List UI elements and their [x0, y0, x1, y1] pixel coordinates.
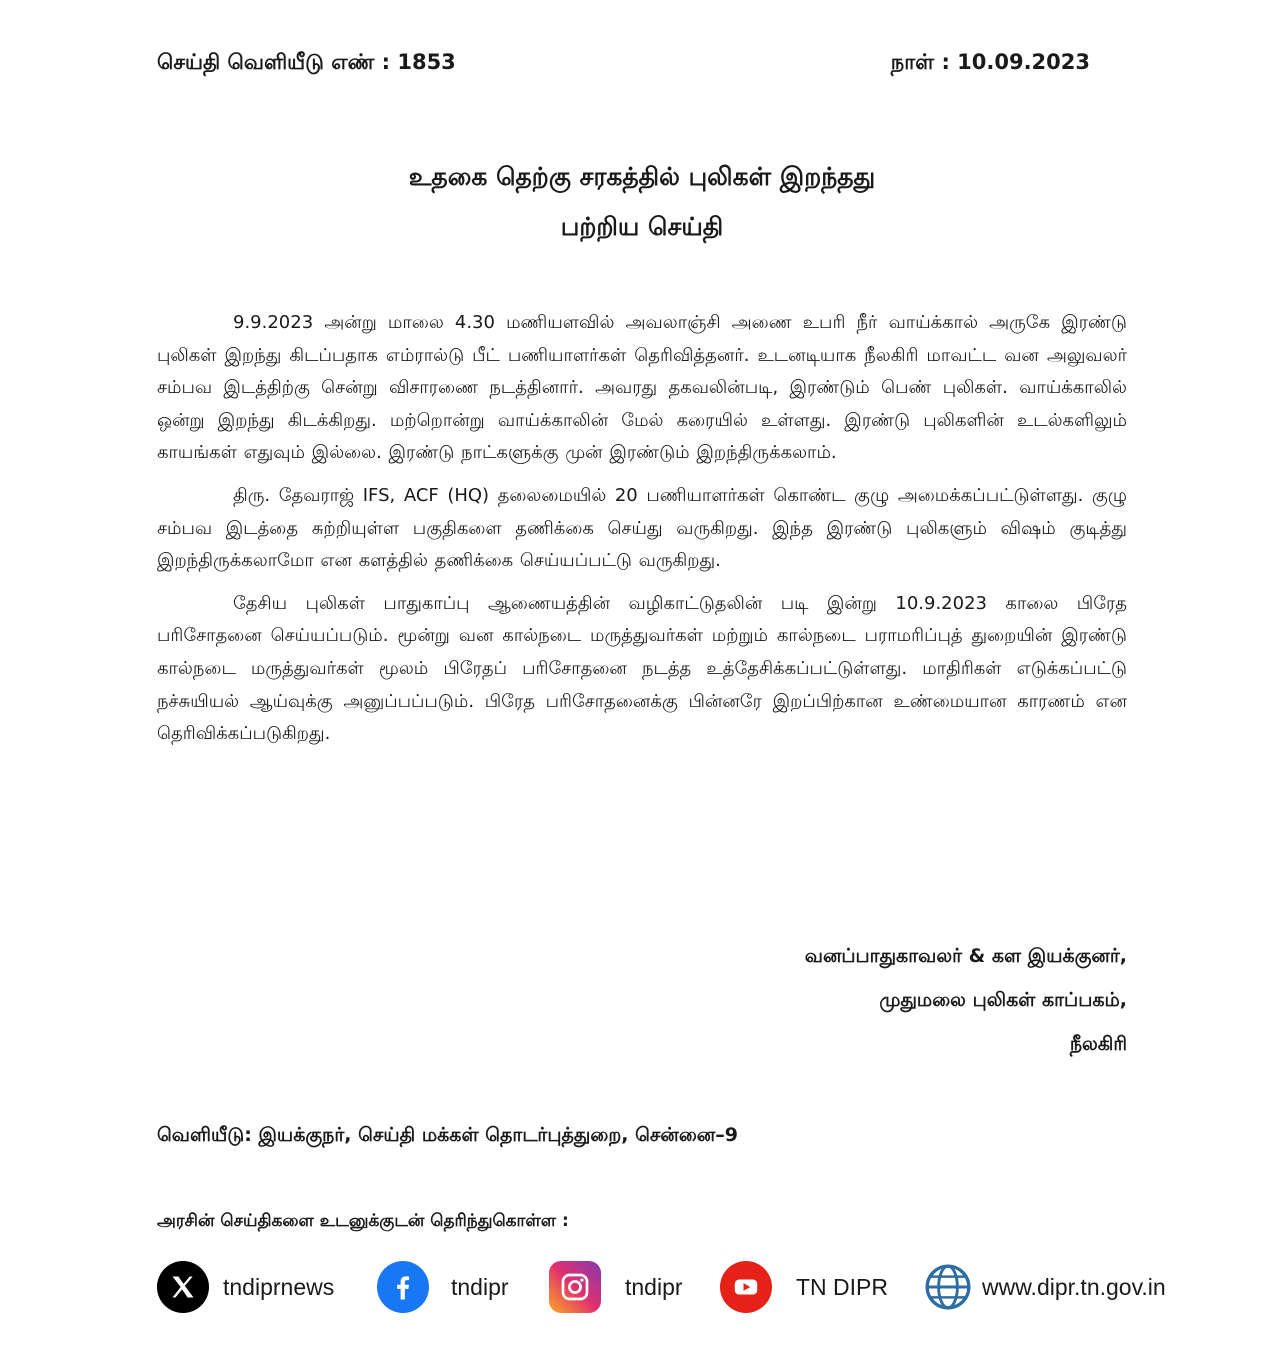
paragraph-3: தேசிய புலிகள் பாதுகாப்பு ஆணையத்தின் வழிகாட்டுதலின் படி இன்று 10.9.2023 காலை பிரேத பரிசோதனை செய்யப்படும். மூன்று வன கால்நடை மருத்துவர்கள் மற்றும் கால்நடை பராமரிப்புத் துறையின் இரண்டு கால்நடை மருத்துவர்கள் மூலம் பிரேதப் பரிசோதனை நடத்த உத்தேசிக்கப்பட்டுள்ளது. மாதிரிகள் எடுக்கப்பட்டு நச்சுயியல் ஆய்வுக்கு அனுப்பப்படும். பிரேத பரிசோதனைக்கு பின்னரே இறப்பிற்கான உண்மையான காரணம் என தெரிவிக்கப்படுகிறது. [157, 592, 1127, 745]
signature-line-2: முதுமலை புலிகள் காப்பகம், [879, 989, 1127, 1011]
paragraph-2: திரு. தேவராஜ் IFS, ACF (HQ) தலைமையில் 20 பணியாளர்கள் கொண்ட குழு அமைக்கப்பட்டுள்ளது. குழு சம்பவ இடத்தை சுற்றியுள்ள பகுதிகளை தணிக்கை செய்து வருகிறது. இந்த இரண்டு புலிகளும் விஷம் குடித்து இறந்திருக்கலாமோ என களத்தில் தணிக்கை செய்யப்பட்டு வருகிறது. [157, 484, 1127, 572]
body-text [157, 307, 1127, 761]
social-website[interactable] [922, 1258, 1166, 1316]
social-label: tndipr [625, 1273, 683, 1300]
social-youtube[interactable] [720, 1258, 888, 1316]
social-label: tndipr [451, 1273, 509, 1300]
released-by: வெளியீடு: இயக்குநர், செய்தி மக்கள் தொடர்புத்துறை, சென்னை–9 [157, 1124, 738, 1146]
release-date: நாள் : 10.09.2023 [890, 50, 1090, 74]
social-facebook[interactable] [377, 1258, 509, 1316]
follow-text: அரசின் செய்திகளை உடனுக்குடன் தெரிந்துகொள்ள : [157, 1211, 569, 1231]
social-label: www.dipr.tn.gov.in [982, 1273, 1166, 1300]
signature-block [805, 934, 1127, 1066]
paragraph-1: 9.9.2023 அன்று மாலை 4.30 மணியளவில் அவலாஞ்சி அணை உபரி நீர் வாய்க்கால் அருகே இரண்டு புலிகள் இறந்து கிடப்பதாக எம்ரால்டு பீட் பணியாளர்கள் தெரிவித்தனர். உடனடியாக நீலகிரி மாவட்ட வன அலுவலர் சம்பவ இடத்திற்கு சென்று விசாரணை நடத்தினார். அவரது தகவலின்படி, இரண்டும் பெண் புலிகள். வாய்க்காலில் ஒன்று இறந்து கிடக்கிறது. மற்றொன்று வாய்க்காலின் மேல் கரையில் உள்ளது. இரண்டு புலிகளின் உடல்களிலும் காயங்கள் எதுவும் இல்லை. இரண்டு நாட்களுக்கு முன் இரண்டும் இறந்திருக்கலாம். [157, 312, 1127, 464]
signature-line-3: நீலகிரி [1069, 1033, 1127, 1055]
globe-icon [922, 1261, 974, 1313]
social-instagram[interactable] [549, 1258, 683, 1316]
release-number: செய்தி வெளியீடு எண் : 1853 [157, 50, 456, 74]
social-label: TN DIPR [796, 1273, 888, 1300]
youtube-icon [720, 1261, 772, 1313]
title-line-2: பற்றிய செய்தி [560, 212, 724, 241]
title-line-1: உதகை தெற்கு சரகத்தில் புலிகள் இறந்தது [408, 162, 876, 191]
social-label: tndiprnews [223, 1273, 335, 1300]
social-links [157, 1258, 1187, 1316]
page-title [157, 152, 1127, 252]
x-logo-icon [157, 1261, 209, 1313]
signature-line-1: வனப்பாதுகாவலர் & கள இயக்குனர், [804, 945, 1127, 967]
facebook-icon [377, 1261, 429, 1313]
social-x[interactable] [157, 1258, 334, 1316]
instagram-icon [549, 1261, 601, 1313]
